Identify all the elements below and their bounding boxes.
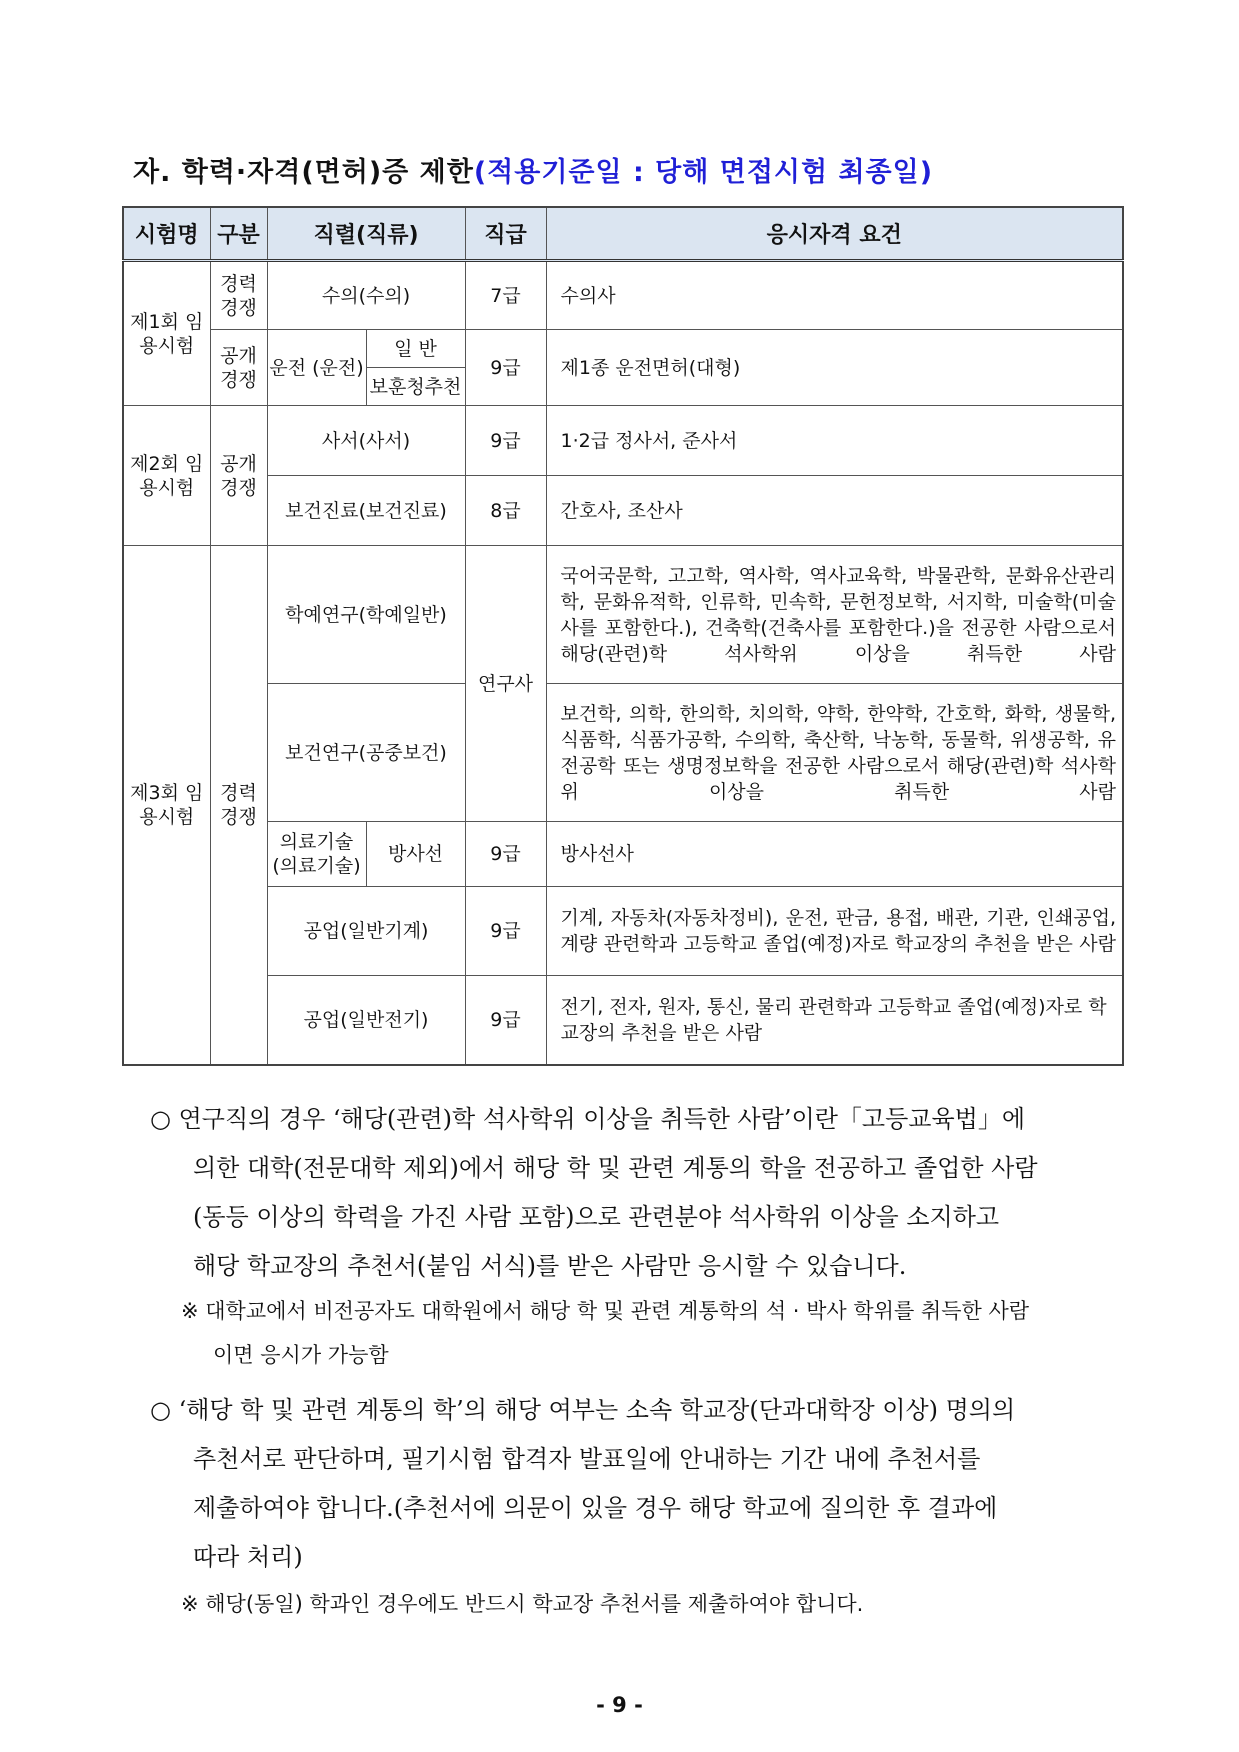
exam-type: 공개 경쟁 bbox=[210, 406, 267, 546]
note-line: ※ 대학교에서 비전공자도 대학원에서 해당 학 및 관련 계통학의 석 · 박사 학위를 취득한 사람 bbox=[181, 1299, 1030, 1323]
requirement: 기계, 자동차(자동차정비), 운전, 판금, 용접, 배관, 기관, 인쇄공업, 계량 관련학과 고등학교 졸업(예정)자로 학교장의 추천을 받은 사람 bbox=[546, 887, 1123, 976]
paragraph-line: 의한 대학(전문대학 제외)에서 해당 학 및 관련 계통의 학을 전공하고 졸업한 사람 bbox=[193, 1154, 1038, 1182]
job-series: 운전 (운전) bbox=[267, 330, 366, 406]
heading-criteria: (적용기준일 : 당해 면접시험 최종일) bbox=[473, 157, 934, 188]
job-grade: 9급 bbox=[465, 822, 546, 887]
heading-main: 자. 학력·자격(면허)증 제한 bbox=[133, 157, 474, 188]
job-grade: 9급 bbox=[465, 406, 546, 476]
section-heading bbox=[133, 150, 933, 189]
requirement: 전기, 전자, 원자, 통신, 물리 관련학과 고등학교 졸업(예정)자로 학교장의 추천을 받은 사람 bbox=[546, 976, 1123, 1065]
job-series: 보건진료(보건진료) bbox=[267, 476, 465, 546]
paragraph-line: (동등 이상의 학력을 가진 사람 포함)으로 관련분야 석사학위 이상을 소지하고 bbox=[193, 1203, 1000, 1231]
job-series: 의료기술 (의료기술) bbox=[267, 822, 366, 887]
job-grade: 9급 bbox=[465, 887, 546, 976]
requirements-table bbox=[122, 206, 1124, 1066]
requirement: 1·2급 정사서, 준사서 bbox=[546, 406, 1123, 476]
requirement: 간호사, 조산사 bbox=[546, 476, 1123, 546]
job-series: 공업(일반전기) bbox=[267, 976, 465, 1065]
exam-name: 제3회 임용시험 bbox=[123, 546, 210, 1065]
note-non-major bbox=[181, 1289, 1029, 1377]
job-grade: 8급 bbox=[465, 476, 546, 546]
exam-name: 제1회 임용시험 bbox=[123, 261, 210, 406]
requirement: 보건학, 의학, 한의학, 치의학, 약학, 한약학, 간호학, 화학, 생물학, 식품학, 식품가공학, 수의학, 축산학, 낙농학, 동물학, 위생공학, 유전공학 또는 생명정보학을 전공한 사람으로서 해당(관련)학 석사학위 이상을 취득한 사람 bbox=[546, 684, 1123, 822]
header-type: 구분 bbox=[210, 207, 267, 261]
paragraph-line: 해당 학교장의 추천서(붙임 서식)를 받은 사람만 응시할 수 있습니다. bbox=[193, 1252, 907, 1280]
paragraph-line: ○ 연구직의 경우 ‘해당(관련)학 석사학위 이상을 취득한 사람’이란「고등교육법」에 bbox=[150, 1105, 1026, 1133]
job-sub-series: 방사선 bbox=[366, 822, 465, 887]
table-row bbox=[123, 822, 1123, 887]
table-row bbox=[123, 330, 1123, 368]
table-row bbox=[123, 261, 1123, 330]
header-series: 직렬(직류) bbox=[267, 207, 465, 261]
exam-name: 제2회 임용시험 bbox=[123, 406, 210, 546]
table-row bbox=[123, 976, 1123, 1065]
header-exam: 시험명 bbox=[123, 207, 210, 261]
page-number: - 9 - bbox=[596, 1693, 643, 1717]
header-grade: 직급 bbox=[465, 207, 546, 261]
table-row bbox=[123, 546, 1123, 684]
job-series: 보건연구(공중보건) bbox=[267, 684, 465, 822]
note-line: 이면 응시가 가능함 bbox=[213, 1343, 389, 1367]
requirement: 제1종 운전면허(대형) bbox=[546, 330, 1123, 406]
job-series: 수의(수의) bbox=[267, 261, 465, 330]
job-sub-series: 보훈청추천 bbox=[366, 368, 465, 406]
job-grade: 9급 bbox=[465, 976, 546, 1065]
paragraph-recommendation bbox=[150, 1386, 1015, 1582]
paragraph-line: 추천서로 판단하며, 필기시험 합격자 발표일에 안내하는 기간 내에 추천서를 bbox=[193, 1445, 981, 1473]
paragraph-line: 제출하여야 합니다.(추천서에 의문이 있을 경우 해당 학교에 질의한 후 결과에 bbox=[193, 1494, 998, 1522]
job-series: 사서(사서) bbox=[267, 406, 465, 476]
exam-type: 공개 경쟁 bbox=[210, 330, 267, 406]
note-line: ※ 해당(동일) 학과인 경우에도 반드시 학교장 추천서를 제출하여야 합니다. bbox=[181, 1592, 864, 1616]
job-series: 학예연구(학예일반) bbox=[267, 546, 465, 684]
requirement: 국어국문학, 고고학, 역사학, 역사교육학, 박물관학, 문화유산관리학, 문화유적학, 인류학, 민속학, 문헌정보학, 서지학, 미술학(미술사를 포함한다.), 건축학(건축사를 포함한다.)을 전공한 사람으로서 해당(관련)학 석사학위 이상을 취득한 사람 bbox=[546, 546, 1123, 684]
paragraph-line: ○ ‘해당 학 및 관련 계통의 학’의 해당 여부는 소속 학교장(단과대학장 이상) 명의의 bbox=[150, 1396, 1016, 1424]
job-grade: 연구사 bbox=[465, 546, 546, 822]
job-series: 공업(일반기계) bbox=[267, 887, 465, 976]
table-header-row bbox=[123, 207, 1123, 261]
exam-type: 경력 경쟁 bbox=[210, 261, 267, 330]
note-same-department bbox=[181, 1582, 863, 1626]
job-grade: 7급 bbox=[465, 261, 546, 330]
job-grade: 9급 bbox=[465, 330, 546, 406]
table-row bbox=[123, 684, 1123, 822]
table-row bbox=[123, 406, 1123, 476]
paragraph-line: 따라 처리) bbox=[193, 1543, 303, 1571]
table-row bbox=[123, 476, 1123, 546]
job-sub-series: 일 반 bbox=[366, 330, 465, 368]
table-row bbox=[123, 887, 1123, 976]
header-requirement: 응시자격 요건 bbox=[546, 207, 1123, 261]
requirement: 수의사 bbox=[546, 261, 1123, 330]
requirement: 방사선사 bbox=[546, 822, 1123, 887]
exam-type: 경력 경쟁 bbox=[210, 546, 267, 1065]
paragraph-research-requirement bbox=[150, 1095, 1038, 1291]
